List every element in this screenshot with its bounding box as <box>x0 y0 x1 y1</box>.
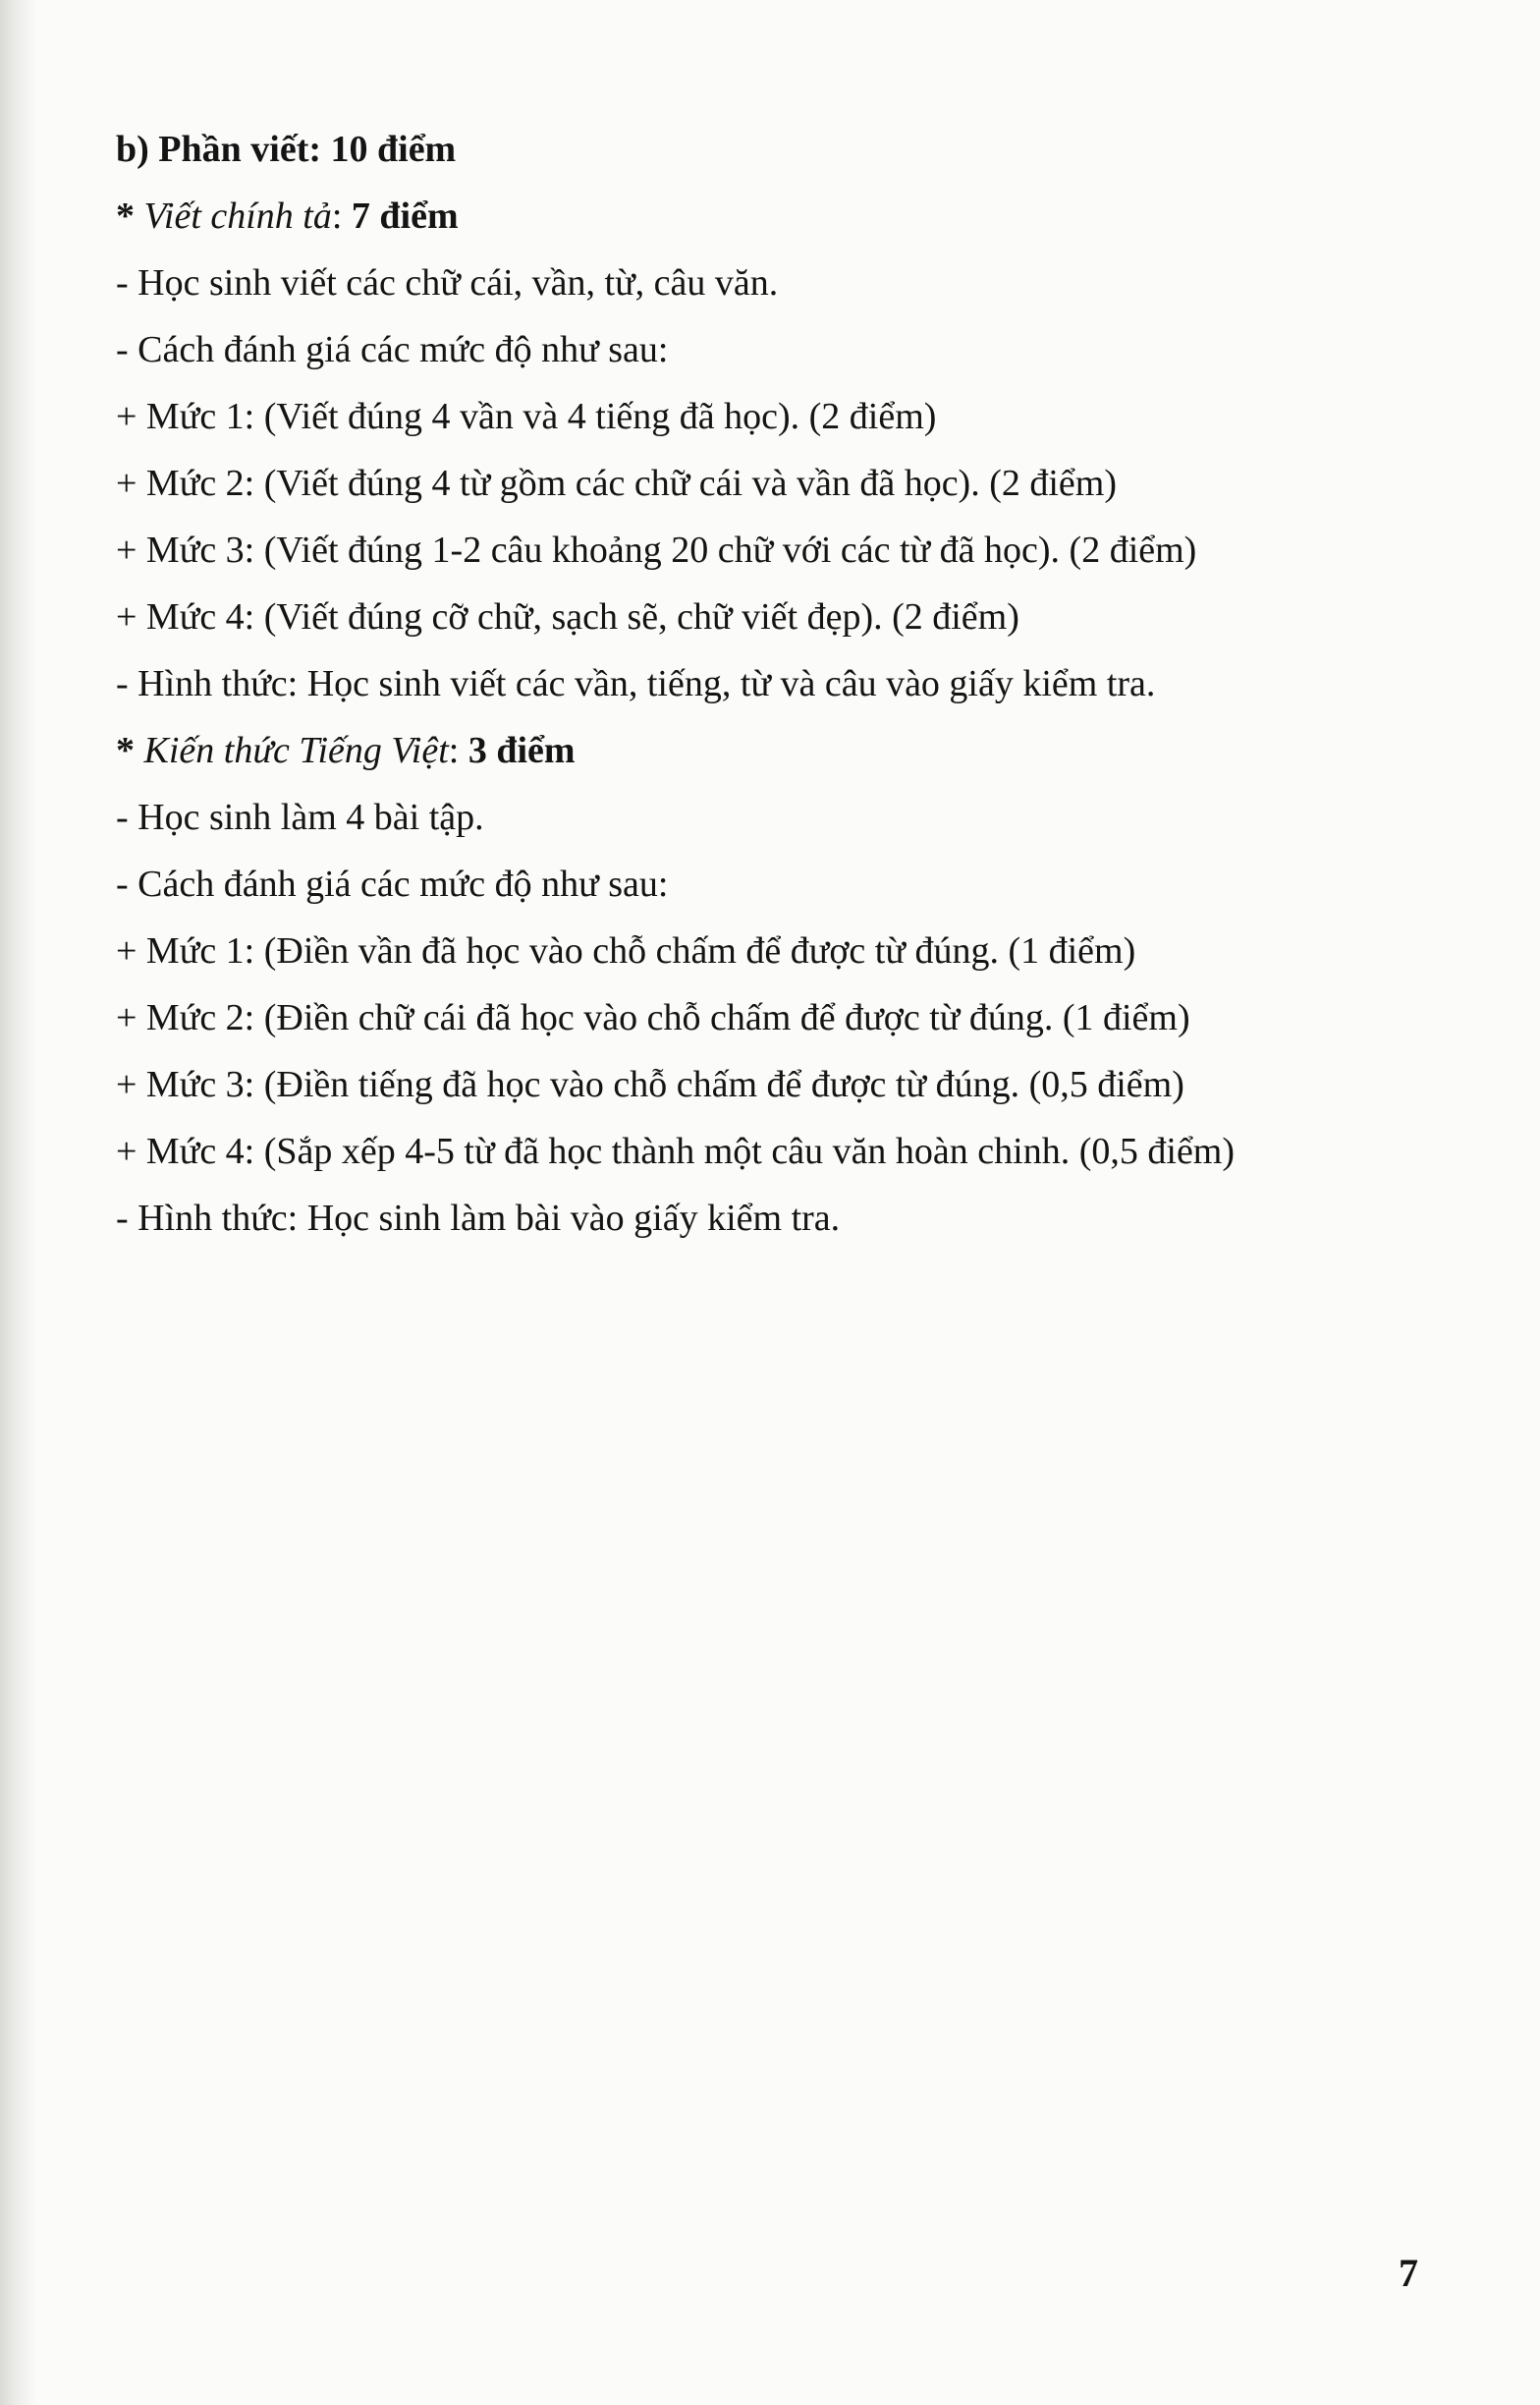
section-heading: b) Phần viết: 10 điểm <box>116 129 457 170</box>
criteria-line: + Mức 1: (Điền vần đã học vào chỗ chấm để được từ đúng. (1 điểm) <box>116 930 1136 972</box>
page-number: 7 <box>1399 2251 1418 2295</box>
text-line: - Học sinh viết các chữ cái, vần, từ, câu văn. <box>116 262 779 304</box>
criteria-line: + Mức 2: (Điền chữ cái đã học vào chỗ chấm để được từ đúng. (1 điểm) <box>116 997 1190 1038</box>
criteria-line: + Mức 2: (Viết đúng 4 từ gồm các chữ cái và vần đã học). (2 điểm) <box>116 463 1118 504</box>
bullet-star: * <box>116 730 135 771</box>
text-line: - Cách đánh giá các mức độ như sau: <box>116 864 669 905</box>
writing-separator: : <box>331 196 343 237</box>
document-body <box>116 116 1393 1252</box>
knowledge-points: 3 điểm <box>468 730 576 771</box>
knowledge-title: Kiến thức Tiếng Việt <box>143 730 449 771</box>
writing-points: 7 điểm <box>351 196 459 237</box>
writing-subheading <box>116 183 1393 250</box>
text-line: - Học sinh làm 4 bài tập. <box>116 797 484 838</box>
criteria-line: + Mức 1: (Viết đúng 4 vần và 4 tiếng đã học). (2 điểm) <box>116 396 937 437</box>
criteria-line: + Mức 4: (Viết đúng cỡ chữ, sạch sẽ, chữ viết đẹp). (2 điểm) <box>116 596 1019 638</box>
criteria-line: + Mức 4: (Sắp xếp 4-5 từ đã học thành một câu văn hoàn chinh. (0,5 điểm) <box>116 1131 1236 1172</box>
text-line: - Cách đánh giá các mức độ như sau: <box>116 329 669 370</box>
page-edge-shadow <box>0 0 37 2405</box>
knowledge-separator: : <box>448 730 460 771</box>
writing-title: Viết chính tả <box>143 196 332 237</box>
criteria-line: + Mức 3: (Viết đúng 1-2 câu khoảng 20 chữ với các từ đã học). (2 điểm) <box>116 530 1197 571</box>
criteria-line: + Mức 3: (Điền tiếng đã học vào chỗ chấm để được từ đúng. (0,5 điểm) <box>116 1064 1184 1105</box>
knowledge-subheading <box>116 717 1393 784</box>
bullet-star: * <box>116 196 135 237</box>
text-line: - Hình thức: Học sinh làm bài vào giấy kiểm tra. <box>116 1198 841 1239</box>
text-line: - Hình thức: Học sinh viết các vần, tiếng, từ và câu vào giấy kiểm tra. <box>116 663 1156 704</box>
